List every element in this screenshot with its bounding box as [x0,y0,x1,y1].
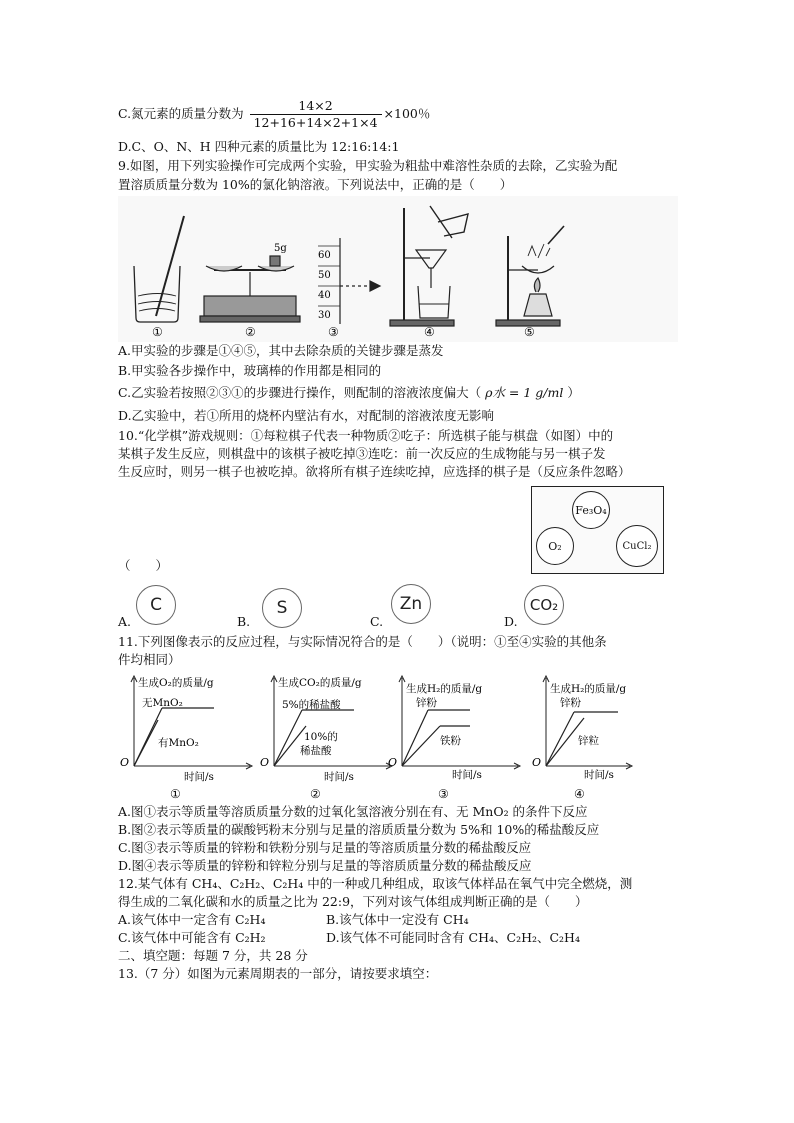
graph-4-xlabel: 时间/s [584,769,614,781]
graph-1 [120,676,252,801]
graph-2-origin: O [260,756,270,769]
graph-4-top-label: 锌粉 [560,697,581,709]
graph-4-num: ④ [574,787,585,801]
q10-stem-3: 生反应时，则另一棋子也被吃掉。欲将所有棋子连续吃掉，应选择的棋子是（反应条件忽略） [118,464,631,479]
graph-1-bottom-label: 有MnO₂ [158,737,199,749]
graph-1-ylabel: 生成O₂的质量/g [138,677,214,689]
q10-option-b-piece: S [262,588,302,628]
q10-option-c-piece: Zn [391,584,431,624]
q10-stem-1: 10.“化学棋”游戏规则：①每粒棋子代表一种物质②吃子：所选棋子能与棋盘（如图）中的 [118,428,614,443]
q10-option-b-letter: B. [237,614,251,629]
graph-2-top-label: 5%的稀盐酸 [282,699,341,711]
q13-stem: 13.（7 分）如图为元素周期表的一部分，请按要求填空： [118,966,438,981]
chess-board [531,486,664,574]
fraction: $\frac{14\times 2}{12+16+14\times 2+1\times 4}$ [250,98,382,131]
q12-option-d: D.该气体不可能同时含有 CH₄、C₂H₂、C₂H₄ [326,930,580,945]
fig-label-5: ⑤ [524,325,535,339]
cyl-tick-40: 40 [318,290,331,301]
graph-4-bottom-label: 锌粒 [578,735,599,747]
q12-stem-1: 12.某气体有 CH₄、C₂H₂、C₂H₄ 中的一种或几种组成，取该气体样品在氧气中完全燃烧，测 [118,876,633,891]
cyl-tick-50: 50 [318,270,331,281]
graph-4-origin: O [532,756,542,769]
board-piece-cucl2: CuCl₂ [616,525,658,567]
board-piece-fe3o4: Fe₃O₄ [572,491,610,529]
graph-4-curve-top [546,712,574,766]
graph-2-num: ② [310,787,321,801]
graph-2-bottom-label-1: 10%的 [304,731,338,743]
balance-weight: 5g [274,243,287,254]
q8-option-c: C.氮元素的质量分数为 $\frac{14\times 2}{12+16+14\times 2+1\times 4}$ ×100％ [118,98,431,130]
fig-label-3: ③ [328,325,339,339]
graph-3-top-label: 锌粉 [416,697,437,709]
density-formula: ρ水 = 1 g/ml [485,385,564,400]
graph-1-num: ① [170,787,181,801]
fig-label-2: ② [245,325,256,339]
fig-label-4: ④ [424,325,435,339]
graph-2-ylabel: 生成CO₂的质量/g [278,677,362,689]
q11-option-b: B.图②表示等质量的碳酸钙粉末分别与足量的溶质质量分数为 5%和 10%的稀盐酸反应 [118,822,600,837]
q10-option-d-letter: D. [504,614,518,629]
q10-option-d-piece: CO₂ [524,585,564,625]
cyl-tick-60: 60 [318,250,331,261]
q11-graphs [118,670,638,802]
graph-3-xlabel: 时间/s [452,769,482,781]
graph-2-xlabel: 时间/s [324,771,354,783]
q12-option-c: C.该气体中可能含有 C₂H₂ [118,930,266,945]
graph-4 [532,676,632,801]
graph-1-xlabel: 时间/s [184,771,214,783]
q9-option-c: C.乙实验若按照②③①的步骤进行操作，则配制的溶液浓度偏大（ ρ水 = 1 g/ml ） [118,385,580,400]
graph-2-bottom-label-2: 稀盐酸 [300,745,332,757]
graph-3-ylabel: 生成H₂的质量/g [406,683,483,695]
graph-3 [388,676,520,801]
q10-option-c-letter: C. [370,614,384,629]
section-title: 二、填空题：每题 7 分，共 28 分 [118,948,308,963]
q8-option-d: D.C、O、N、H 四种元素的质量比为 12:16:14:1 [118,139,400,154]
graph-1-top-label: 无MnO₂ [142,697,183,709]
q9-option-d: D.乙实验中，若①所用的烧杯内壁沾有水，对配制的溶液浓度无影响 [118,408,495,423]
q9-stem-2: 置溶质质量分数为 10%的氯化钠溶液。下列说法中，正确的是（ ） [118,177,513,192]
graph-3-bottom-label: 铁粉 [440,735,461,747]
q11-stem-1: 11.下列图像表示的反应过程，与实际情况符合的是（ ）（说明：①至④实验的其他条 [118,634,607,649]
graph-3-curve-top [402,710,428,766]
q10-paren: （ ） [118,558,169,573]
graph-1-curve-bottom [134,720,158,766]
q11-option-d: D.图④表示等质量的锌粉和锌粒分别与足量的等溶质质量分数的稀盐酸反应 [118,858,532,873]
q10-option-a-letter: A. [118,614,132,629]
q10-option-a-piece: C [136,585,176,625]
q12-stem-2: 得生成的二氧化碳和水的质量之比为 22:9，下列对该气体组成判断正确的是（ ） [118,894,588,909]
graph-3-origin: O [388,756,398,769]
graph-2-curve-top [274,710,302,766]
q9-option-a: A.甲实验的步骤是①④⑤，其中去除杂质的关键步骤是蒸发 [118,343,444,358]
q10-stem-2: 某棋子发生反应，则棋盘中的该棋子被吃掉③连吃：前一次反应的生成物能与另一棋子发 [118,446,606,461]
q11-option-a: A.图①表示等质量等溶质质量分数的过氧化氢溶液分别在有、无 MnO₂ 的条件下反应 [118,804,588,819]
board-piece-o2: O₂ [536,527,574,565]
graph-2 [260,676,392,801]
q9-stem-1: 9.如图，用下列实验操作可完成两个实验，甲实验为粗盐中难溶性杂质的去除，乙实验为配 [118,158,618,173]
cyl-tick-30: 30 [318,310,331,321]
graph-3-curve-bottom [402,726,440,766]
graph-1-origin: O [120,756,130,769]
q9-option-b: B.甲实验各步操作中，玻璃棒的作用都是相同的 [118,363,382,378]
graph-4-ylabel: 生成H₂的质量/g [550,683,627,695]
q11-option-c: C.图③表示等质量的锌粉和铁粉分别与足量的等溶质质量分数的稀盐酸反应 [118,840,532,855]
graph-3-num: ③ [438,787,449,801]
q9-apparatus-figure [118,196,678,342]
q12-option-b: B.该气体中一定没有 CH₄ [326,912,469,927]
q12-option-a: A.该气体中一定含有 C₂H₄ [118,912,266,927]
q11-stem-2: 件均相同） [118,652,181,667]
fig-label-1: ① [152,325,163,339]
